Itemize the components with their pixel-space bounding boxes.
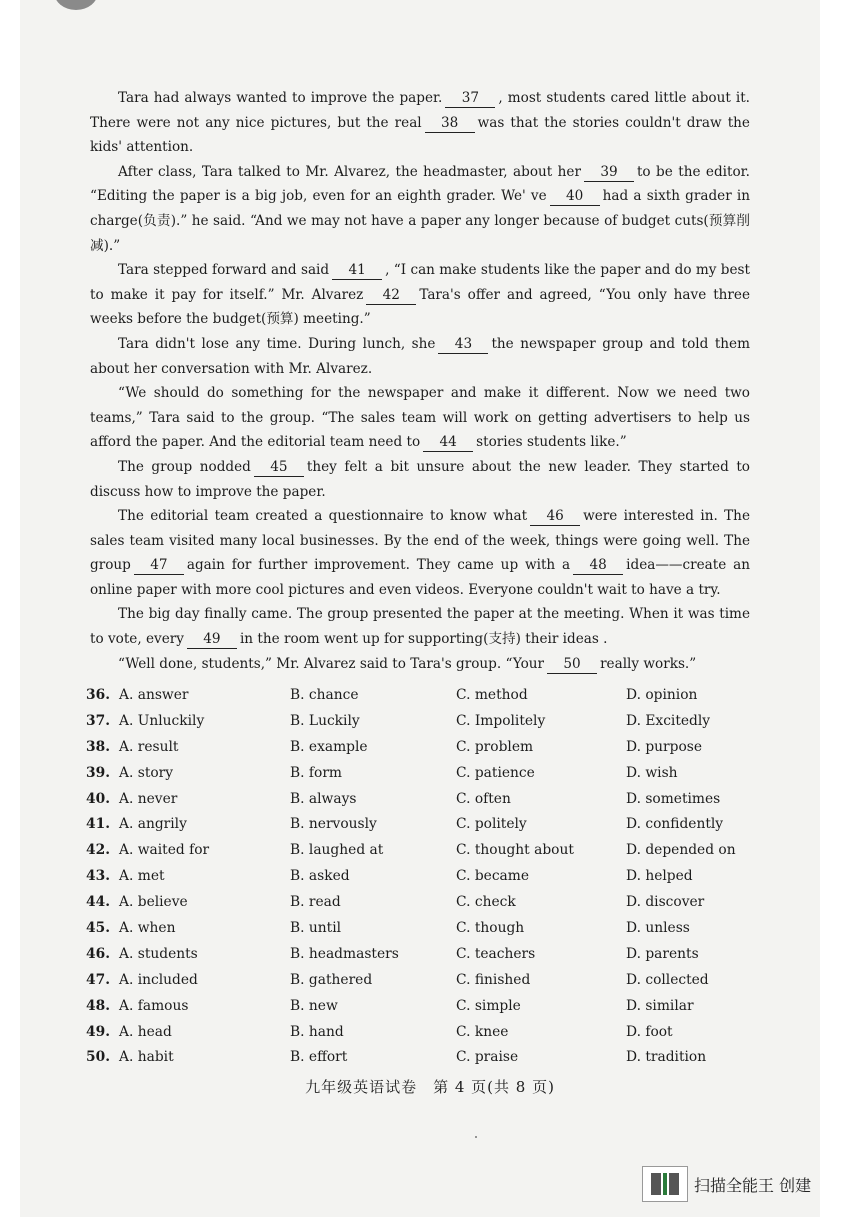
paragraph: The big day finally came. The group presented the paper at the meeting. When it was time to vote, every 49 in the room went up for supporting(支持) their ideas . bbox=[90, 606, 750, 648]
option-row: 48. A. famous B. new C. simple D. similar bbox=[86, 997, 694, 1014]
blank-48: 48 bbox=[573, 556, 623, 575]
cloze-passage bbox=[90, 86, 750, 676]
option-row: 41. A. angrily B. nervously C. politely D. confidently bbox=[86, 816, 724, 833]
paragraph: “We should do something for the newspaper and make it different. Now we need two teams,” Tara said to the group. “The sales team will work on getting advertisers to help us afford the paper. And the editorial team need to 44 stories students like.” bbox=[90, 385, 750, 451]
page-footer: 九年级英语试卷 第 4 页(共 8 页) bbox=[305, 1078, 555, 1096]
blank-46: 46 bbox=[530, 507, 580, 526]
corner-mark bbox=[54, 0, 98, 10]
scan-speck bbox=[475, 1136, 477, 1138]
option-row: 46. A. students B. headmasters C. teachers D. parents bbox=[86, 945, 699, 962]
blank-40: 40 bbox=[550, 187, 600, 206]
option-row: 42. A. waited for B. laughed at C. thought about D. depended on bbox=[86, 842, 736, 859]
blank-37: 37 bbox=[445, 89, 495, 108]
watermark-text: 扫描全能王 创建 bbox=[694, 1175, 812, 1195]
option-row: 49. A. head B. hand C. knee D. foot bbox=[86, 1023, 673, 1040]
scanner-watermark bbox=[642, 1164, 811, 1204]
option-row: 50. A. habit B. effort C. praise D. tradition bbox=[86, 1049, 707, 1066]
blank-38: 38 bbox=[425, 114, 475, 133]
option-row: 43. A. met B. asked C. became D. helped bbox=[86, 868, 693, 885]
blank-42: 42 bbox=[366, 286, 416, 305]
blank-50: 50 bbox=[547, 655, 597, 674]
blank-39: 39 bbox=[584, 163, 634, 182]
blank-49: 49 bbox=[187, 630, 237, 649]
blank-43: 43 bbox=[438, 335, 488, 354]
blank-44: 44 bbox=[423, 433, 473, 452]
camscanner-logo-icon bbox=[642, 1166, 688, 1202]
paragraph: After class, Tara talked to Mr. Alvarez, the headmaster, about her 39 to be the editor. “Editing the paper is a big job, even for an eighth grader. We' ve 40 had a sixth grader in charge(负责).” he said. “And we may not have a paper any longer because of budget cuts(预算削减).” bbox=[90, 163, 751, 254]
paragraph: The editorial team created a questionnaire to know what 46 were interested in. The sales team visited many local businesses. By the end of the week, things were going well. The group 47 again for further improvement. They came up with a 48 idea——create an online paper with more cool pictures and even videos. Everyone couldn't wait to have a try. bbox=[90, 508, 750, 598]
paragraph: “Well done, students,” Mr. Alvarez said to Tara's group. “Your 50 really works.” bbox=[118, 655, 697, 672]
option-row: 44. A. believe B. read C. check D. discover bbox=[86, 894, 705, 911]
blank-47: 47 bbox=[134, 556, 184, 575]
answer-options bbox=[86, 682, 766, 1070]
paragraph: The group nodded 45 they felt a bit unsure about the new leader. They started to discuss how to improve the paper. bbox=[90, 458, 750, 500]
option-row: 40. A. never B. always C. often D. sometimes bbox=[86, 790, 721, 807]
option-row: 36. A. answer B. chance C. method D. opinion bbox=[86, 686, 698, 703]
paragraph: Tara stepped forward and said 41 , “I can make students like the paper and do my best to make it pay for itself.” Mr. Alvarez 42 Tara's offer and agreed, “You only have three weeks before the budget(预算) meeting.” bbox=[90, 262, 750, 328]
option-row: 37. A. Unluckily B. Luckily C. Impolitely D. Excitedly bbox=[86, 712, 711, 729]
blank-45: 45 bbox=[254, 458, 304, 477]
blank-41: 41 bbox=[332, 261, 382, 280]
option-row: 47. A. included B. gathered C. finished D. collected bbox=[86, 971, 709, 988]
option-row: 45. A. when B. until C. though D. unless bbox=[86, 919, 690, 936]
option-row: 39. A. story B. form C. patience D. wish bbox=[86, 764, 678, 781]
option-row: 38. A. result B. example C. problem D. purpose bbox=[86, 738, 703, 755]
paragraph: Tara didn't lose any time. During lunch, she 43 the newspaper group and told them about her conversation with Mr. Alvarez. bbox=[90, 335, 750, 377]
paragraph: Tara had always wanted to improve the paper. 37 , most students cared little about it. There were not any nice pictures, but the real 38 was that the stories couldn't draw the kids' attention. bbox=[90, 90, 750, 156]
